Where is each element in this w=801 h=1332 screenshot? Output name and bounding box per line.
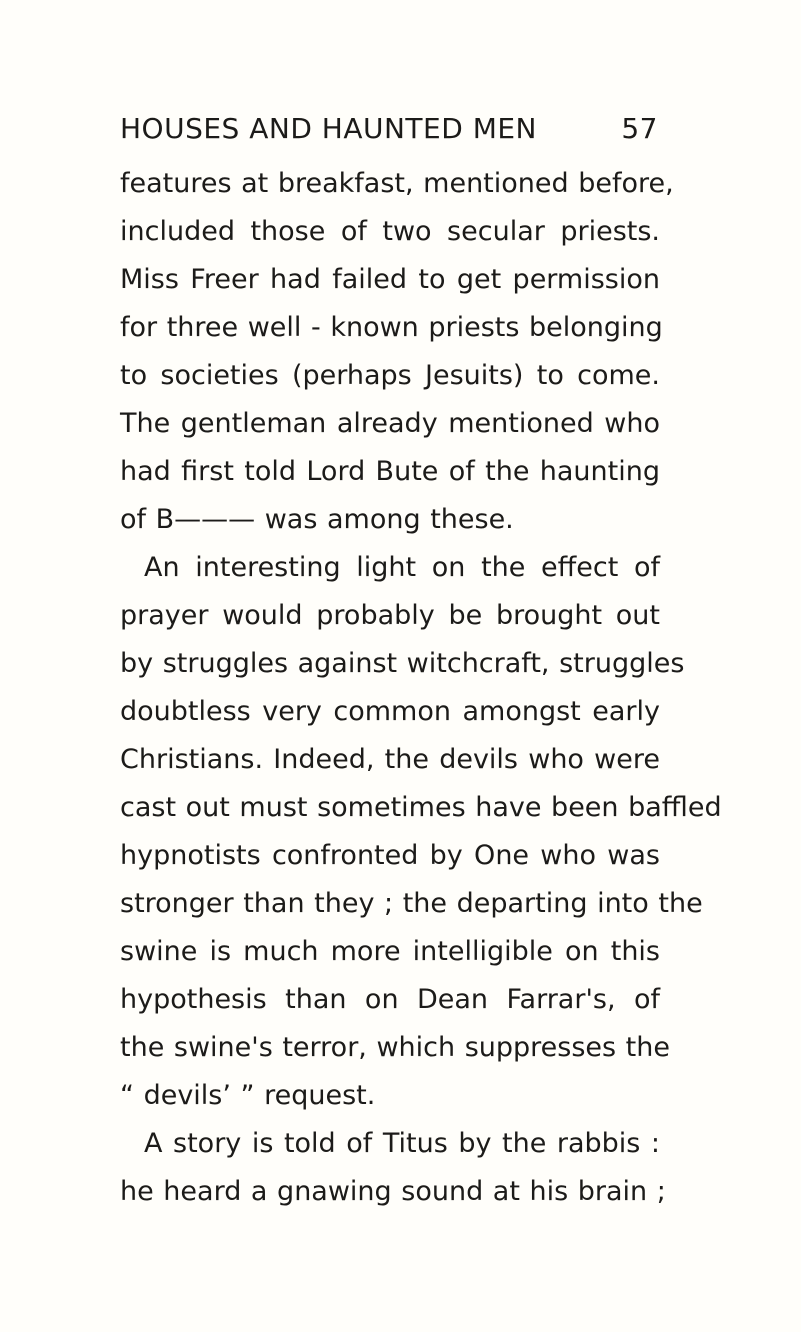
text-line: An interesting light on the effect of: [144, 552, 660, 583]
text-line: Christians. Indeed, the devils who were: [120, 744, 660, 775]
text-line: “ devils’ ” request.: [120, 1080, 376, 1111]
text-line: of B——— was among these.: [120, 504, 514, 535]
text-line: swine is much more intelligible on this: [120, 936, 660, 967]
text-line: the swine's terror, which suppresses the: [120, 1032, 670, 1063]
text-line: Miss Freer had failed to get permission: [120, 264, 660, 295]
page-number: 57: [621, 112, 658, 145]
text-line: doubtless very common amongst early: [120, 696, 660, 727]
text-line: The gentleman already mentioned who: [120, 408, 660, 439]
body-text: [120, 160, 722, 1216]
text-line: hypothesis than on Dean Farrar's, of: [120, 984, 660, 1015]
text-line: to societies (perhaps Jesuits) to come.: [120, 360, 660, 391]
text-line: hypnotists confronted by One who was: [120, 840, 660, 871]
running-head: [120, 106, 660, 152]
text-line: had first told Lord Bute of the haunting: [120, 456, 660, 487]
text-line: he heard a gnawing sound at his brain ;: [120, 1176, 666, 1207]
text-line: stronger than they ; the departing into the: [120, 888, 703, 919]
text-line: cast out must sometimes have been baffled: [120, 792, 722, 823]
running-title: HOUSES AND HAUNTED MEN: [120, 112, 537, 145]
text-line: by struggles against witchcraft, struggles: [120, 648, 685, 679]
text-line: prayer would probably be brought out: [120, 600, 660, 631]
text-line: features at breakfast, mentioned before,: [120, 168, 674, 199]
text-line: A story is told of Titus by the rabbis :: [144, 1128, 660, 1159]
text-line: for three well - known priests belonging: [120, 312, 663, 343]
text-line: included those of two secular priests.: [120, 216, 660, 247]
